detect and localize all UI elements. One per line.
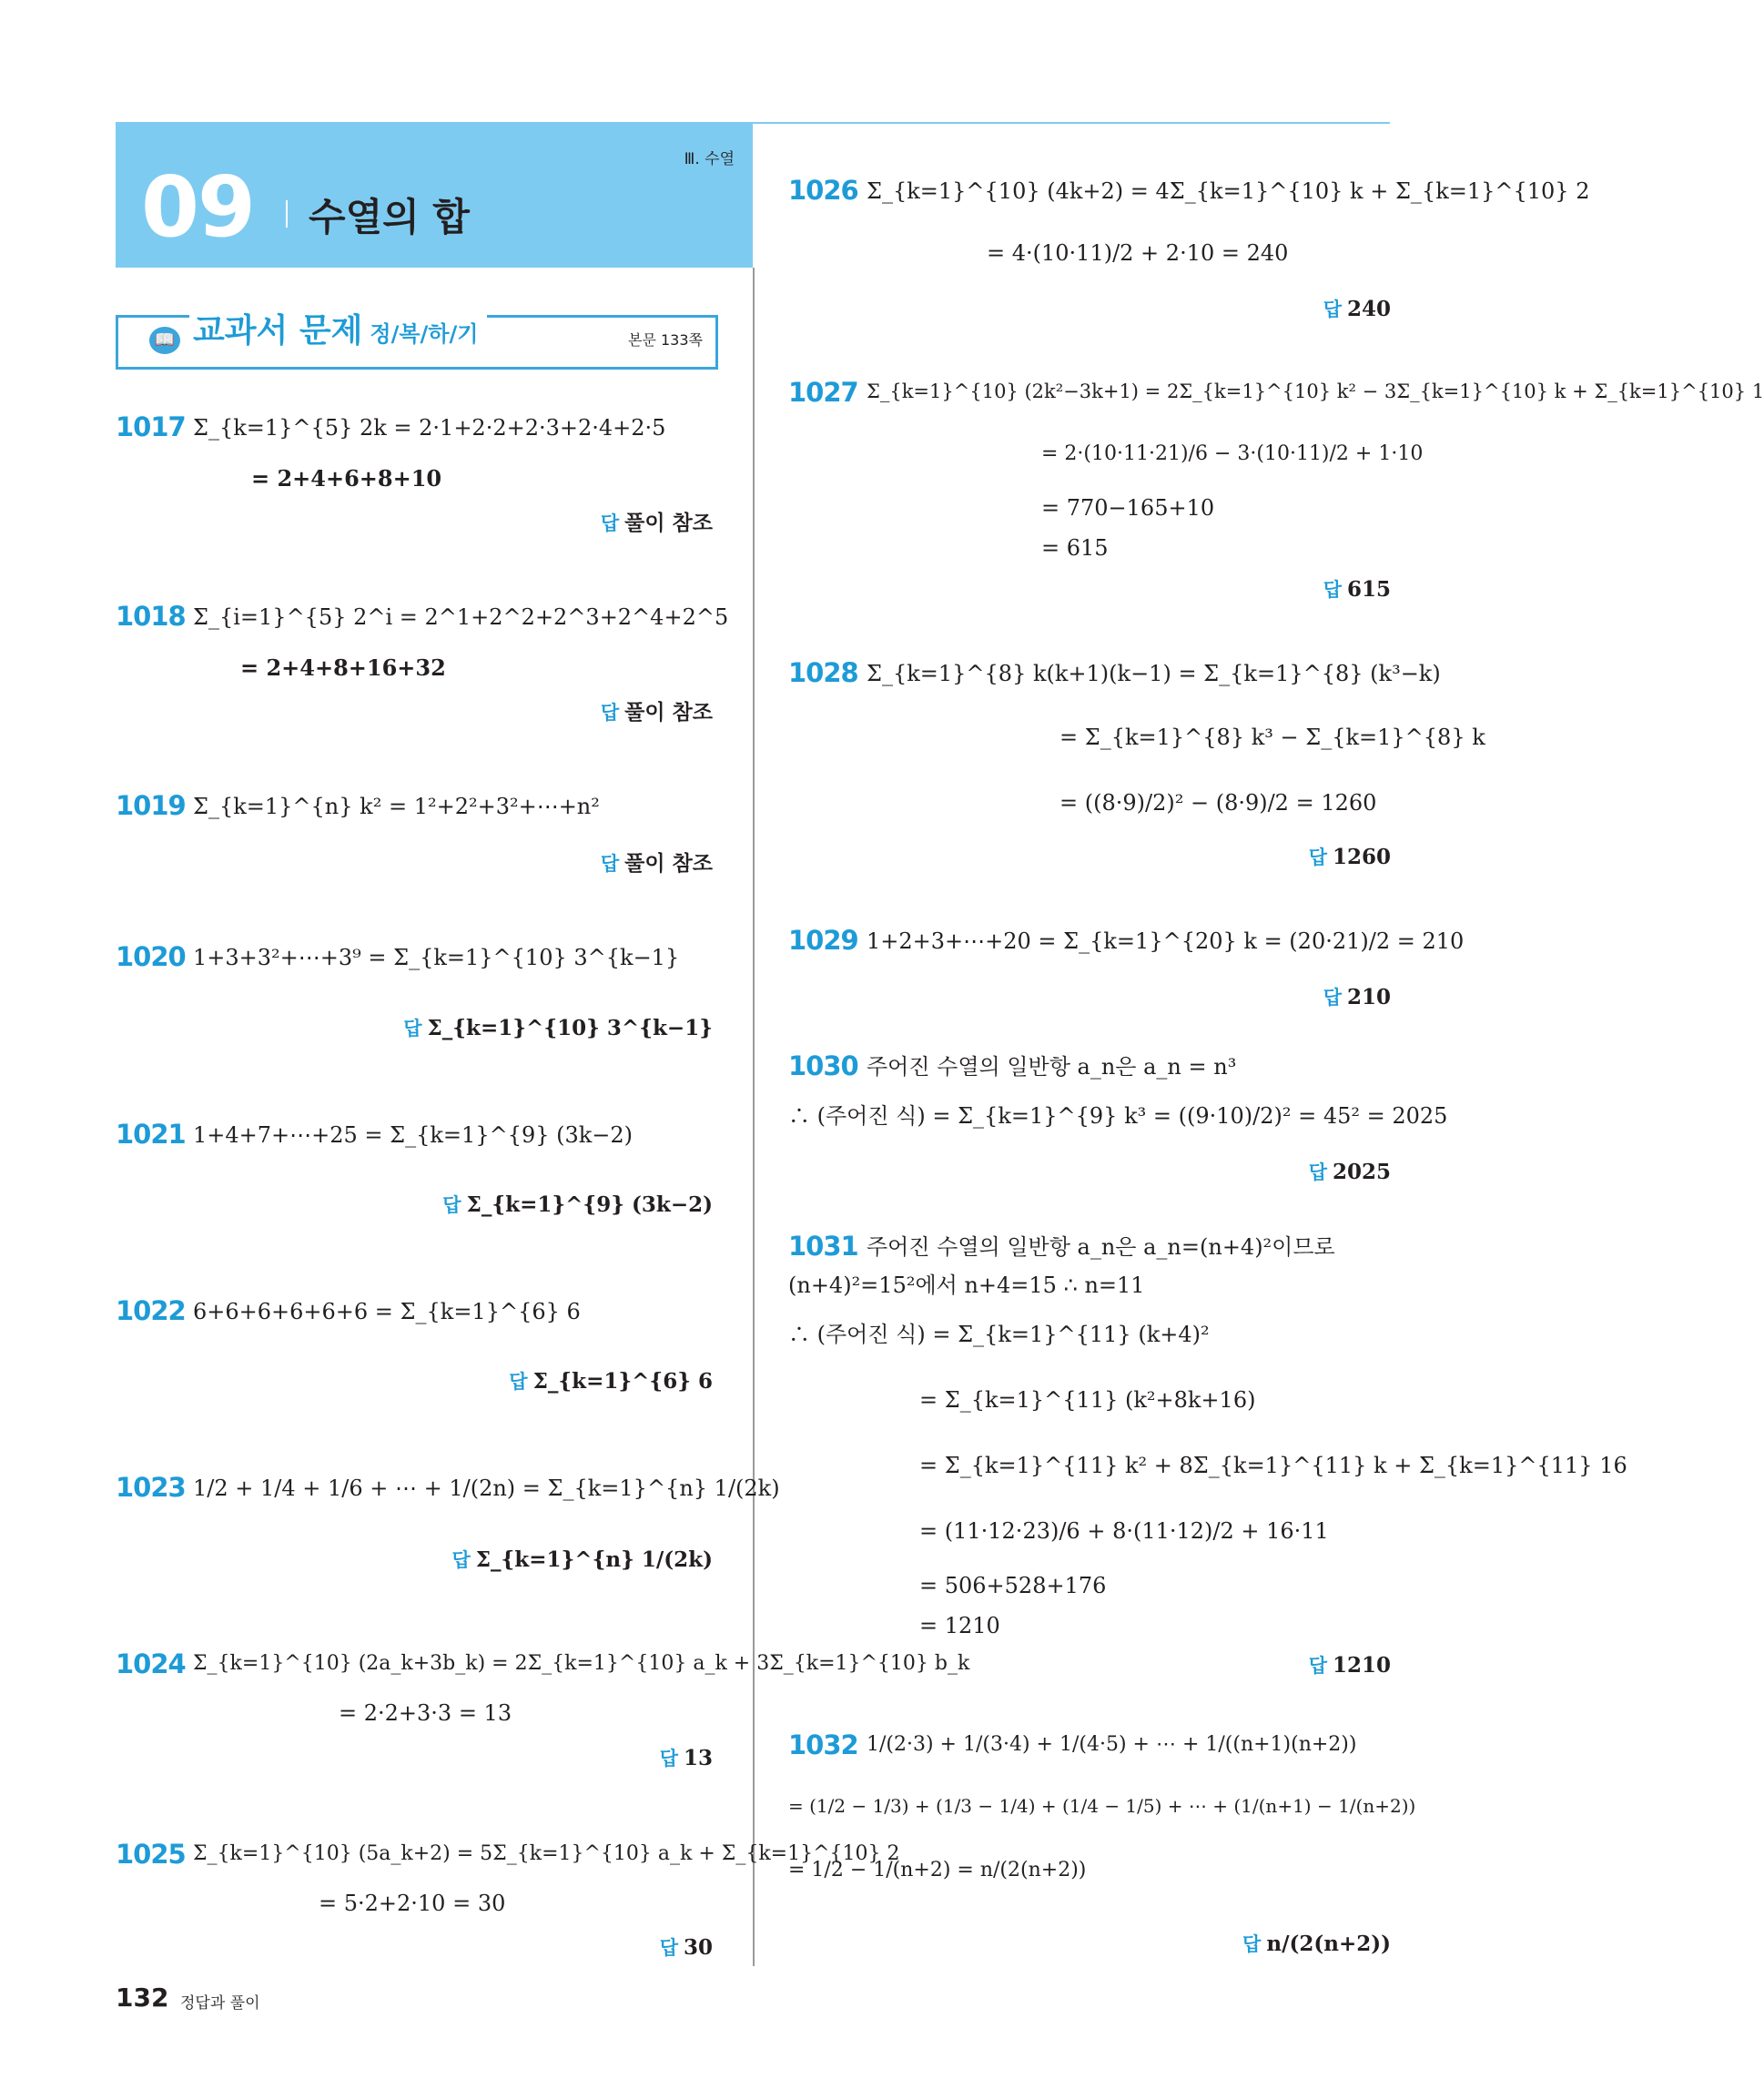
problem-number: 1025 xyxy=(116,1839,186,1870)
solution-line: = 4·(10·11)/2 + 2·10 = 240 xyxy=(987,240,1289,266)
solution-line: 6+6+6+6+6+6 = Σ_{k=1}^{6} 6 xyxy=(193,1299,581,1324)
solution-line: = (11·12·23)/6 + 8·(11·12)/2 + 16·11 xyxy=(919,1518,1329,1544)
solution-line: 1+4+7+⋯+25 = Σ_{k=1}^{9} (3k−2) xyxy=(193,1122,634,1148)
solution-line: Σ_{k=1}^{10} (2k²−3k+1) = 2Σ_{k=1}^{10} k² − 3Σ_{k=1}^{10} k + Σ_{k=1}^{10} 1 xyxy=(867,380,1764,402)
section-title xyxy=(189,305,487,351)
answer xyxy=(442,1191,713,1218)
problem-number: 1028 xyxy=(788,657,858,688)
answer-value: 풀이 참조 xyxy=(624,512,713,535)
answer xyxy=(451,1546,713,1573)
problem-number: 1027 xyxy=(788,377,858,408)
answer-value: Σ_{k=1}^{10} 3^{k−1} xyxy=(427,1016,713,1040)
solution-line: Σ_{k=1}^{8} k(k+1)(k−1) = Σ_{k=1}^{8} (k³−k) xyxy=(867,661,1441,686)
chapter-header xyxy=(116,122,753,268)
section-page-ref: 본문 133쪽 xyxy=(628,331,703,349)
footer-label: 정답과 풀이 xyxy=(180,1994,260,2013)
problem-number: 1026 xyxy=(788,175,858,206)
answer xyxy=(660,1933,713,1961)
answer-value: 1260 xyxy=(1332,845,1391,869)
problem-number: 1032 xyxy=(788,1729,858,1760)
answer-value: Σ_{k=1}^{6} 6 xyxy=(532,1369,713,1394)
solution-line: 주어진 수열의 일반항 a_n은 a_n=(n+4)²이므로 xyxy=(867,1234,1335,1260)
section-subtitle: 정/복/하/기 xyxy=(370,321,479,347)
answer-label: 답 xyxy=(509,1371,528,1393)
solution-line: = Σ_{k=1}^{8} k³ − Σ_{k=1}^{8} k xyxy=(1059,725,1485,750)
answer-label: 답 xyxy=(1308,847,1327,868)
solution-line: = 615 xyxy=(1041,535,1109,561)
answer-value: 615 xyxy=(1346,577,1391,602)
answer xyxy=(1242,1930,1391,1957)
problem-number: 1020 xyxy=(116,941,186,972)
answer-label: 답 xyxy=(600,512,620,534)
answer xyxy=(601,506,713,536)
answer-label: 답 xyxy=(659,1748,678,1770)
chapter-title: 수열의 합 xyxy=(309,195,470,239)
solution-line: ∴ (주어진 식) = Σ_{k=1}^{11} (k+4)² xyxy=(788,1322,1210,1347)
problem-number: 1017 xyxy=(116,411,186,442)
problem-number: 1031 xyxy=(788,1231,858,1262)
solution-line: = 1/2 − 1/(n+2) = n/(2(n+2)) xyxy=(788,1859,1087,1881)
column-divider xyxy=(753,268,755,1966)
answer xyxy=(509,1367,713,1394)
answer-label: 답 xyxy=(403,1018,422,1040)
solution-line: = 2+4+6+8+10 xyxy=(251,465,442,492)
solution-line: = Σ_{k=1}^{11} k² + 8Σ_{k=1}^{11} k + Σ_{k=1}^{11} 16 xyxy=(919,1453,1627,1478)
problem-number: 1029 xyxy=(788,925,858,956)
solution-line: (n+4)²=15²에서 n+4=15 ∴ n=11 xyxy=(788,1273,1145,1298)
answer-label: 답 xyxy=(600,702,620,724)
solution-line: = ((8·9)/2)² − (8·9)/2 = 1260 xyxy=(1059,790,1377,816)
answer-value: n/(2(n+2)) xyxy=(1266,1932,1391,1956)
answer xyxy=(660,1744,713,1771)
answer xyxy=(1309,1158,1391,1185)
answer-value: 풀이 참조 xyxy=(624,852,713,876)
answer-label: 답 xyxy=(451,1549,471,1571)
answer-label: 답 xyxy=(1308,1161,1327,1183)
answer-value: Σ_{k=1}^{9} (3k−2) xyxy=(466,1192,713,1217)
section-header xyxy=(116,312,718,370)
problem-number: 1018 xyxy=(116,601,186,632)
solution-line: 1+2+3+⋯+20 = Σ_{k=1}^{20} k = (20·21)/2 = 210 xyxy=(867,928,1465,954)
answer-value: Σ_{k=1}^{n} 1/(2k) xyxy=(475,1547,713,1572)
solution-line: = (1/2 − 1/3) + (1/3 − 1/4) + (1/4 − 1/5) + ⋯ + (1/(n+1) − 1/(n+2)) xyxy=(788,1795,1416,1817)
answer-label: 답 xyxy=(659,1937,678,1959)
solution-line: 주어진 수열의 일반항 a_n은 a_n = n³ xyxy=(867,1054,1237,1080)
answer-label: 답 xyxy=(442,1194,461,1216)
page-number: 132 xyxy=(116,1983,169,2013)
solution-line: Σ_{k=1}^{n} k² = 1²+2²+3²+⋯+n² xyxy=(193,794,600,819)
answer xyxy=(403,1014,713,1041)
problem-number: 1019 xyxy=(116,790,186,821)
answer-value: 13 xyxy=(683,1746,713,1770)
problem-number: 1022 xyxy=(116,1295,186,1326)
answer-label: 답 xyxy=(1308,1655,1327,1677)
chapter-number: 09 xyxy=(141,158,255,256)
solution-line: Σ_{k=1}^{10} (5a_k+2) = 5Σ_{k=1}^{10} a_k + Σ_{k=1}^{10} 2 xyxy=(193,1842,900,1865)
problem-number: 1023 xyxy=(116,1472,186,1503)
solution-line: = Σ_{k=1}^{11} (k²+8k+16) xyxy=(919,1387,1256,1413)
solution-line: = 2+4+8+16+32 xyxy=(240,654,446,681)
answer-value: 210 xyxy=(1346,985,1391,1009)
book-icon: 📖 xyxy=(149,327,180,354)
solution-line: Σ_{k=1}^{5} 2k = 2·1+2·2+2·3+2·4+2·5 xyxy=(193,415,666,441)
solution-line: Σ_{k=1}^{10} (2a_k+3b_k) = 2Σ_{k=1}^{10} a_k + 3Σ_{k=1}^{10} b_k xyxy=(193,1652,970,1675)
answer-label: 답 xyxy=(600,853,620,875)
solution-line: = 1210 xyxy=(919,1613,1000,1638)
answer-value: 30 xyxy=(683,1935,713,1960)
solution-line: Σ_{i=1}^{5} 2^i = 2^1+2^2+2^3+2^4+2^5 xyxy=(193,604,729,630)
solution-line: = 506+528+176 xyxy=(919,1573,1107,1598)
answer-label: 답 xyxy=(1323,299,1342,320)
problem-number: 1021 xyxy=(116,1119,186,1150)
solution-line: = 2·2+3·3 = 13 xyxy=(339,1700,512,1726)
chapter-separator xyxy=(286,200,288,228)
section-title-text: 교과서 문제 xyxy=(193,312,363,350)
solution-line: 1/2 + 1/4 + 1/6 + ⋯ + 1/(2n) = Σ_{k=1}^{n} 1/(2k) xyxy=(193,1476,780,1501)
answer xyxy=(601,847,713,877)
answer-value: 풀이 참조 xyxy=(624,701,713,725)
solution-line: = 5·2+2·10 = 30 xyxy=(319,1891,506,1916)
answer xyxy=(601,695,713,725)
answer xyxy=(1323,983,1391,1010)
unit-label: Ⅲ. 수열 xyxy=(684,150,735,168)
problem-number: 1030 xyxy=(788,1050,858,1081)
answer-value: 240 xyxy=(1346,297,1391,321)
problem-number: 1024 xyxy=(116,1648,186,1679)
solution-line: 1+3+3²+⋯+3⁹ = Σ_{k=1}^{10} 3^{k−1} xyxy=(193,945,680,970)
solution-line: 1/(2·3) + 1/(3·4) + 1/(4·5) + ⋯ + 1/((n+1)(n+2)) xyxy=(867,1733,1357,1756)
top-rule xyxy=(753,122,1390,124)
answer-label: 답 xyxy=(1242,1933,1262,1955)
answer xyxy=(1323,295,1391,322)
answer-label: 답 xyxy=(1323,579,1342,601)
solution-line: Σ_{k=1}^{10} (4k+2) = 4Σ_{k=1}^{10} k + Σ_{k=1}^{10} 2 xyxy=(867,178,1590,204)
answer xyxy=(1323,575,1391,603)
solution-line: = 770−165+10 xyxy=(1041,495,1215,521)
answer-value: 2025 xyxy=(1332,1160,1391,1184)
solution-line: ∴ (주어진 식) = Σ_{k=1}^{9} k³ = ((9·10)/2)² = 45² = 2025 xyxy=(788,1103,1448,1129)
answer xyxy=(1309,1651,1391,1678)
solution-line: = 2·(10·11·21)/6 − 3·(10·11)/2 + 1·10 xyxy=(1041,442,1424,465)
answer xyxy=(1309,843,1391,870)
answer-value: 1210 xyxy=(1332,1653,1391,1678)
answer-label: 답 xyxy=(1323,987,1342,1009)
